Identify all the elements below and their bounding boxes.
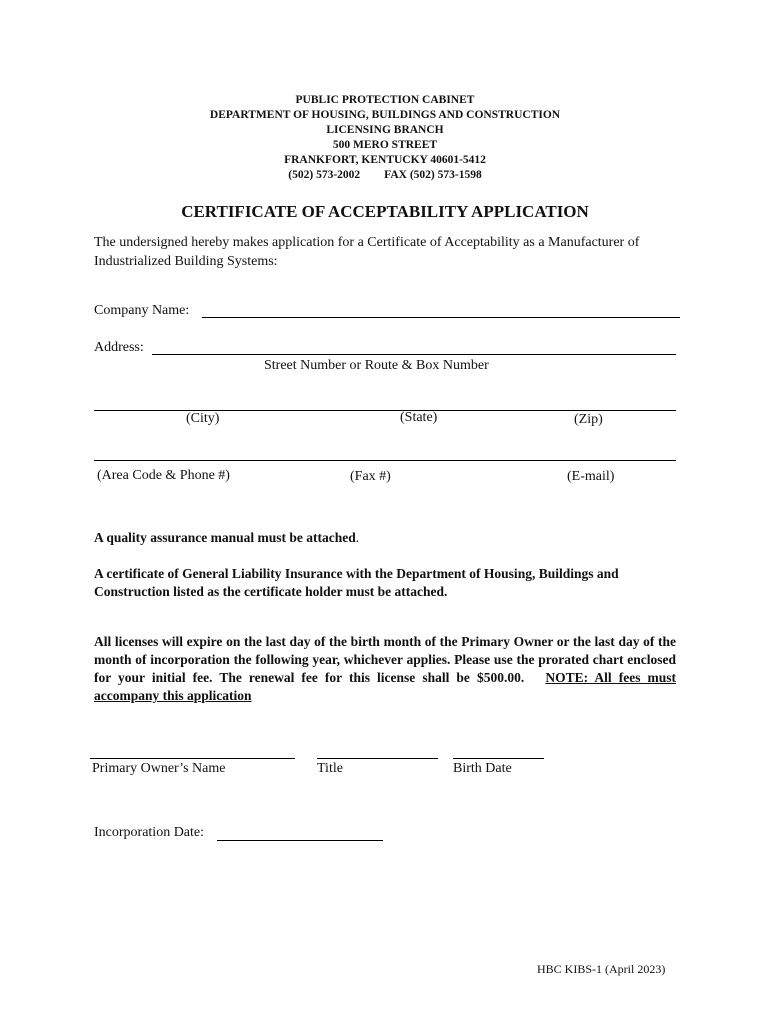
street-caption: Street Number or Route & Box Number [264, 358, 489, 373]
form-number-footer: HBC KIBS-1 (April 2023) [537, 962, 666, 976]
company-name-label: Company Name: [94, 303, 190, 318]
header-department: DEPARTMENT OF HOUSING, BUILDINGS AND CONSTRUCTION [209, 109, 561, 121]
license-note [94, 633, 676, 705]
city-state-zip-field[interactable] [94, 410, 676, 411]
intro-paragraph: The undersigned hereby makes application for a Certificate of Acceptability as a Manufacturer of Industrialized Building Systems: [94, 235, 640, 269]
incorporation-date-field[interactable] [217, 840, 383, 841]
header-fax: FAX (502) 573-1598 [384, 169, 482, 181]
title-caption: Title [317, 761, 343, 776]
document-title: CERTIFICATE OF ACCEPTABILITY APPLICATION [181, 202, 589, 221]
fees-note: NOTE: All fees must accompany this application [94, 670, 677, 703]
birth-date-field[interactable] [453, 758, 544, 759]
incorporation-date-label: Incorporation Date: [94, 825, 205, 840]
email-caption: (E-mail) [567, 469, 615, 484]
insurance-note: A certificate of General Liability Insurance with the Department of Housing, Buildings and Construction listed as the certificate holder must be attached. [94, 566, 619, 599]
birth-date-caption: Birth Date [453, 761, 512, 776]
address-street-field[interactable] [152, 354, 676, 355]
header-city: FRANKFORT, KENTUCKY 40601-5412 [284, 154, 486, 166]
phone-fax-email-field[interactable] [94, 460, 676, 461]
address-label: Address: [94, 340, 144, 355]
title-field[interactable] [317, 758, 438, 759]
header-branch: LICENSING BRANCH [326, 124, 444, 136]
owner-name-caption: Primary Owner’s Name [92, 761, 226, 776]
header-phone: (502) 573-2002 [288, 169, 361, 181]
zip-caption: (Zip) [574, 412, 603, 427]
fax-caption: (Fax #) [350, 469, 391, 484]
company-name-field[interactable] [202, 317, 680, 318]
manual-note [94, 529, 676, 547]
header-contact [0, 168, 770, 183]
header-street: 500 MERO STREET [332, 139, 438, 151]
owner-name-field[interactable] [90, 758, 295, 759]
city-caption: (City) [186, 411, 220, 426]
phone-caption: (Area Code & Phone #) [97, 468, 230, 483]
license-note-text: All licenses will expire on the last day of the birth month of the Primary Owner or the last day of the month of incorporation the following year, whichever applies. Please use the prorated chart enclosed for your initial fee. The renewal fee for this license shall be $500.00. [94, 634, 676, 685]
manual-note-text: A quality assurance manual must be attached [94, 530, 356, 545]
manual-note-period: . [355, 530, 360, 545]
state-caption: (State) [400, 410, 438, 425]
header-cabinet: PUBLIC PROTECTION CABINET [295, 94, 475, 106]
